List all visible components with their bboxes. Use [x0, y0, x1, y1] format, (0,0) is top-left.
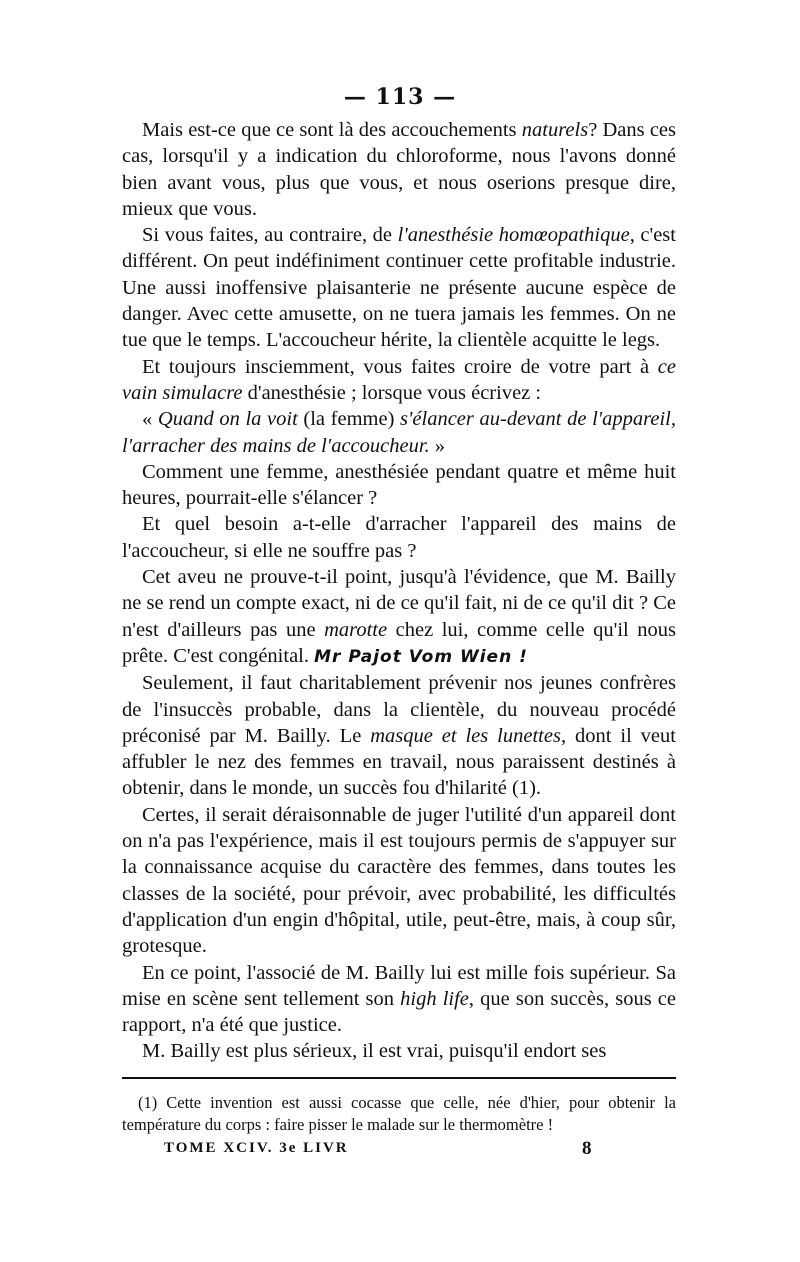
- text-run: M. Bailly est plus sérieux, il est vrai, puisqu'il endort ses: [142, 1040, 607, 1063]
- text-run: Et quel besoin a-t-elle d'arracher l'appareil des mains de l'accoucheur, si elle ne souffre pas ?: [122, 513, 676, 562]
- italic-text: naturels: [521, 119, 589, 141]
- italic-text: l'anesthésie homœopathique: [397, 224, 630, 247]
- text-run: (la femme): [297, 408, 401, 431]
- paragraph: [122, 117, 676, 222]
- text-run: «: [142, 408, 158, 431]
- italic-text: marotte: [324, 618, 388, 641]
- text-run: Comment une femme, anesthésiée pendant quatre et même huit heures, pourrait-elle s'élancer ?: [122, 460, 676, 510]
- italic-text: s'élancer au-devant de l'appareil, l'arracher des mains de l'accoucheur.: [122, 408, 676, 457]
- body-text: [122, 117, 676, 1065]
- footnote-rule: [122, 1077, 676, 1079]
- paragraph: [122, 1038, 676, 1064]
- paragraph: [122, 222, 676, 353]
- handwritten-annotation: Mr Pajot Vom Wien !: [314, 646, 528, 667]
- text-run: En ce point, l'associé de M. Bailly lui est mille fois supérieur. Sa mise en scène sent tellement son: [122, 961, 676, 1010]
- text-run: Et toujours insciemment, vous faites croire de votre part à: [142, 355, 658, 378]
- italic-text: ce vain simulacre: [122, 355, 676, 404]
- paragraph: [122, 802, 676, 960]
- text-run: Seulement, il faut charitablement prévenir nos jeunes confrères de l'insuccès probable, dans la clientèle, du nouveau procédé préconisé par M. Bailly. Le: [122, 672, 676, 747]
- printer-signature: [164, 1140, 676, 1157]
- paragraph: [122, 960, 676, 1039]
- paragraph: [122, 459, 676, 512]
- paragraph: [122, 670, 676, 801]
- italic-text: Quand on la voit: [157, 408, 298, 431]
- text-run: Si vous faites, au contraire, de: [142, 224, 398, 247]
- signature-volume: TOME XCIV. 3e LIVR: [164, 1140, 349, 1156]
- text-run: , que son succès, sous ce rapport, n'a été que justice.: [122, 987, 676, 1037]
- paragraph: [122, 564, 676, 670]
- paragraph: [122, 511, 676, 564]
- paragraph: [122, 354, 676, 407]
- text-run: , c'est différent. On peut indéfiniment continuer cette profitable industrie. Une aussi inoffensive plaisanterie ne présente aucune espèce de danger. Avec cette amusette, on ne tuera jamais les femmes. On ne tue que le temps. L'accoucheur hérite, la clientèle acquitte le legs.: [122, 224, 676, 352]
- text-run: ? Dans ces cas, lorsqu'il y a indication du chloroforme, nous l'avons donné bien avant vous, plus que vous, et nous oserions presque dire, mieux que vous.: [122, 119, 677, 220]
- footnote-text: (1) Cette invention est aussi cocasse que celle, née d'hier, pour obtenir la température du corps : faire pisser le malade sur le thermomètre !: [122, 1093, 676, 1134]
- italic-text: masque et les lunettes: [370, 724, 561, 747]
- italic-text: high life: [400, 987, 469, 1010]
- text-run: Mais est-ce que ce sont là des accouchements: [142, 119, 522, 141]
- text-run: , dont il veut affubler le nez des femmes en travail, nous paraissent destinés à obtenir, dans le monde, un succès fou d'hilarité (1).: [122, 724, 676, 800]
- page-number: — 113 —: [343, 84, 457, 110]
- text-run: d'anesthésie ; lorsque vous écrivez :: [242, 381, 542, 404]
- signature-number: 8: [582, 1138, 592, 1159]
- footnote: [122, 1092, 676, 1136]
- text-run: Cet aveu ne prouve-t-il point, jusqu'à l'évidence, que M. Bailly ne se rend un compte exact, ni de ce qu'il fait, ni de ce qu'il dit ? Ce n'est d'ailleurs pas une: [122, 566, 676, 641]
- paragraph: [122, 406, 676, 459]
- text-run: »: [429, 434, 446, 457]
- text-run: chez lui, comme celle qu'il nous prête. C'est congénital.: [122, 618, 676, 667]
- text-run: Certes, il serait déraisonnable de juger l'utilité d'un appareil dont on n'a pas l'expérience, mais il est toujours permis de s'appuyer sur la connaissance acquise du caractère des femmes, dans toutes les classes de la société, pour prévoir, avec probabilité, les difficultés d'application d'un engin d'hôpital, utile, peut-être, mais, à coup sûr, grotesque.: [122, 803, 676, 958]
